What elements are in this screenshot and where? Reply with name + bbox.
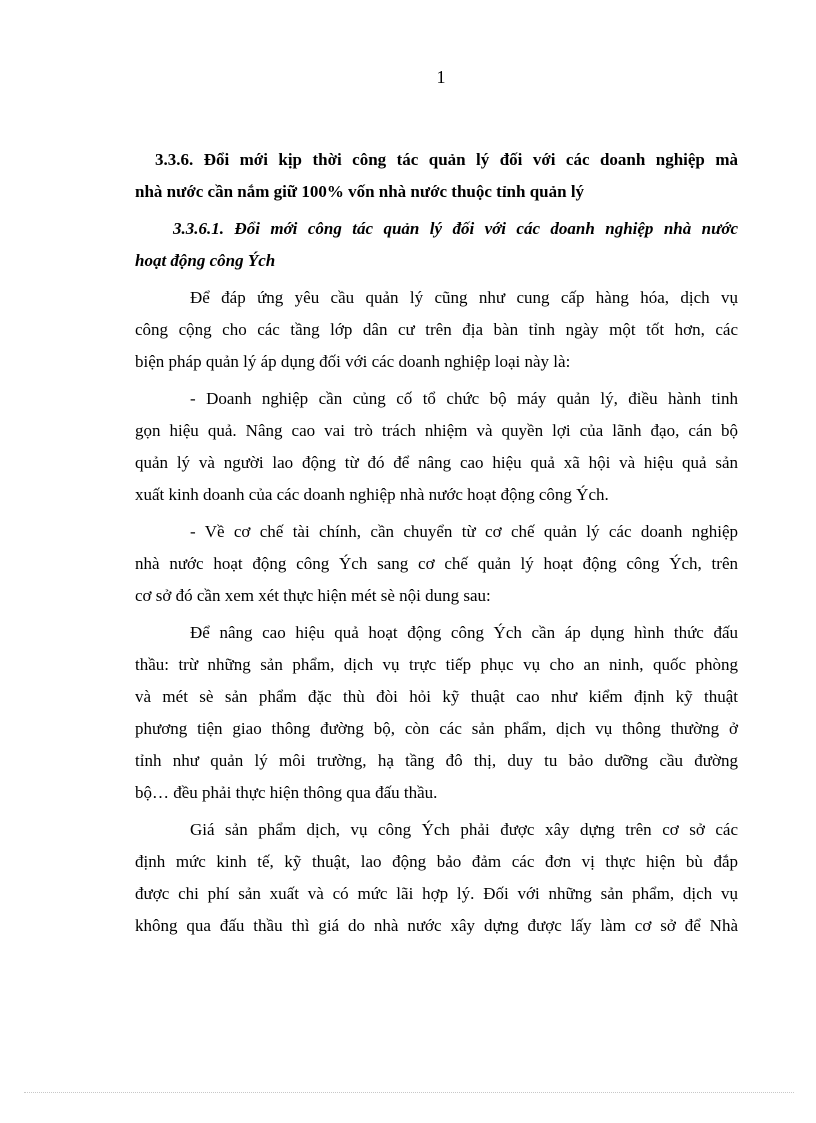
- paragraph: [135, 617, 738, 809]
- paragraph: [135, 516, 738, 612]
- heading-line: nhà nước cần nắm giữ 100% vốn nhà nước thuộc tỉnh quản lý: [135, 182, 585, 201]
- subsection-heading: [135, 213, 738, 277]
- page-number: 1: [436, 67, 446, 87]
- paragraph-line: không qua đấu thầu thì giá do nhà nước xây dựng được lấy làm cơ sở để Nhà: [135, 916, 738, 935]
- paragraph-line: Giá sản phẩm dịch, vụ công Ých phải được xây dựng trên cơ sở các: [190, 820, 738, 839]
- heading-line: 3.3.6. Đổi mới kịp thời công tác quản lý đối với các doanh nghiệp mà: [155, 150, 738, 169]
- paragraph-line: gọn hiệu quả. Nâng cao vai trò trách nhiệm và quyền lợi của lãnh đạo, cán bộ: [135, 421, 738, 440]
- paragraph-line: bộ… đều phải thực hiện thông qua đấu thầu.: [135, 783, 438, 802]
- paragraph-line: được chi phí sản xuất và có mức lãi hợp lý. Đối với những sản phẩm, dịch vụ: [135, 884, 738, 903]
- paragraph: [135, 383, 738, 511]
- paragraph-line: quản lý và người lao động từ đó để nâng cao hiệu quả xã hội và hiệu quả sản: [135, 453, 738, 472]
- paragraph: [135, 814, 738, 942]
- subheading-line: 3.3.6.1. Đổi mới công tác quản lý đối với các doanh nghiệp nhà nước: [173, 219, 738, 238]
- paragraph-line: nhà nước hoạt động công Ých sang cơ chế quản lý hoạt động công Ých, trên: [135, 554, 738, 573]
- subheading-line: hoạt động công Ých: [135, 251, 276, 270]
- paragraph-line: công cộng cho các tầng lớp dân cư trên địa bàn tỉnh ngày một tốt hơn, các: [135, 320, 738, 339]
- paragraph-line: biện pháp quản lý áp dụng đối với các doanh nghiệp loại này là:: [135, 352, 571, 371]
- paragraph-line: tỉnh như quản lý môi trường, hạ tầng đô thị, duy tu bảo dưỡng cầu đường: [135, 751, 738, 770]
- paragraph-line: Để nâng cao hiệu quả hoạt động công Ých cần áp dụng hình thức đấu: [190, 623, 738, 642]
- paragraph-line: xuất kinh doanh của các doanh nghiệp nhà nước hoạt động công Ých.: [135, 485, 609, 504]
- paragraph-line: định mức kinh tế, kỹ thuật, lao động bảo đảm các đơn vị thực hiện bù đắp: [135, 852, 738, 871]
- document-body: [135, 144, 738, 947]
- paragraph-line: Để đáp ứng yêu cầu quản lý cũng như cung cấp hàng hóa, dịch vụ: [190, 288, 738, 307]
- paragraph-line: và mét sè sản phẩm đặc thù đòi hỏi kỹ thuật cao như kiểm định kỹ thuật: [135, 687, 738, 706]
- paragraph: [135, 282, 738, 378]
- paragraph-line: thầu: trừ những sản phẩm, dịch vụ trực tiếp phục vụ cho an ninh, quốc phòng: [135, 655, 738, 674]
- paragraph-line: - Về cơ chế tài chính, cần chuyển từ cơ chế quản lý các doanh nghiệp: [190, 522, 738, 541]
- page-bottom-rule: [24, 1092, 794, 1093]
- section-heading: [135, 144, 738, 208]
- paragraph-line: - Doanh nghiệp cần củng cố tổ chức bộ máy quản lý, điều hành tinh: [190, 389, 738, 408]
- paragraph-line: cơ sở đó cần xem xét thực hiện mét sè nội dung sau:: [135, 586, 491, 605]
- paragraph-line: phương tiện giao thông đường bộ, còn các sản phẩm, dịch vụ thông thường ở: [135, 719, 738, 738]
